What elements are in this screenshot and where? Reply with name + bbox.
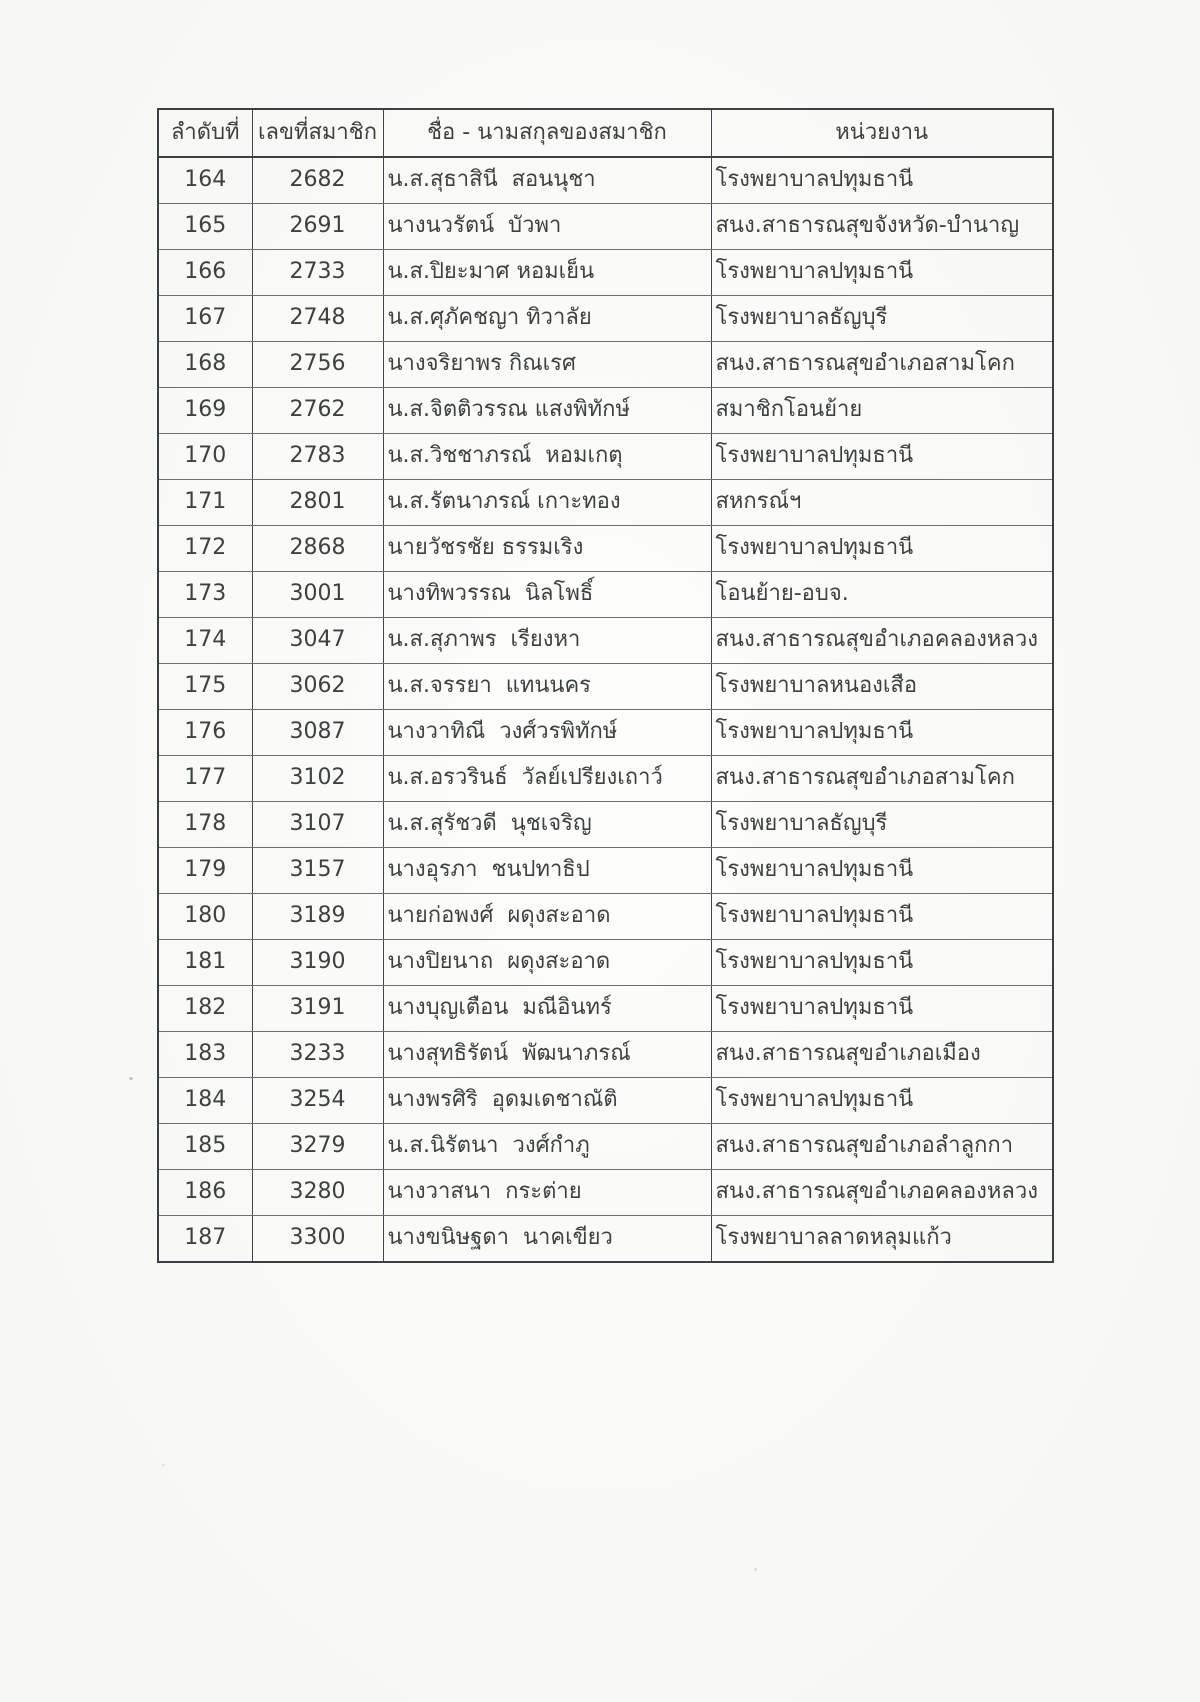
cell-unit: โรงพยาบาลธัญบุรี (711, 802, 1053, 848)
cell-member-number: 3189 (252, 894, 383, 940)
cell-unit: สนง.สาธารณสุขอำเภอคลองหลวง (711, 1170, 1053, 1216)
table-row (158, 434, 1053, 480)
member-list-table (157, 108, 1054, 1263)
table-row (158, 802, 1053, 848)
cell-member-name: นางปิยนาถ ผดุงสะอาด (383, 940, 711, 986)
cell-member-name: นางวาสนา กระต่าย (383, 1170, 711, 1216)
table-row (158, 250, 1053, 296)
cell-member-number: 3279 (252, 1124, 383, 1170)
cell-member-number: 3191 (252, 986, 383, 1032)
cell-order-number: 187 (158, 1216, 252, 1263)
cell-member-number: 2868 (252, 526, 383, 572)
cell-member-number: 3157 (252, 848, 383, 894)
cell-unit: โรงพยาบาลลาดหลุมแก้ว (711, 1216, 1053, 1263)
cell-member-number: 3107 (252, 802, 383, 848)
cell-unit: โรงพยาบาลธัญบุรี (711, 296, 1053, 342)
cell-unit: โรงพยาบาลปทุมธานี (711, 434, 1053, 480)
cell-member-name: นางสุทธิรัตน์ พัฒนาภรณ์ (383, 1032, 711, 1078)
cell-order-number: 172 (158, 526, 252, 572)
cell-unit: โรงพยาบาลปทุมธานี (711, 848, 1053, 894)
cell-unit: สนง.สาธารณสุขอำเภอสามโคก (711, 756, 1053, 802)
cell-order-number: 185 (158, 1124, 252, 1170)
cell-member-number: 2682 (252, 157, 383, 204)
cell-member-name: น.ส.สุรัชวดี นุชเจริญ (383, 802, 711, 848)
cell-order-number: 171 (158, 480, 252, 526)
header-row (158, 109, 1053, 157)
cell-member-number: 3254 (252, 1078, 383, 1124)
table-row (158, 1124, 1053, 1170)
cell-member-number: 3062 (252, 664, 383, 710)
table-row (158, 204, 1053, 250)
table-row (158, 342, 1053, 388)
cell-member-number: 3233 (252, 1032, 383, 1078)
table-body (158, 157, 1053, 1262)
cell-unit: โรงพยาบาลหนองเสือ (711, 664, 1053, 710)
table-row (158, 157, 1053, 204)
header-unit: หน่วยงาน (711, 109, 1053, 157)
cell-order-number: 183 (158, 1032, 252, 1078)
cell-member-number: 3190 (252, 940, 383, 986)
cell-order-number: 186 (158, 1170, 252, 1216)
cell-member-name: นางขนิษฐดา นาคเขียว (383, 1216, 711, 1263)
cell-order-number: 184 (158, 1078, 252, 1124)
cell-order-number: 182 (158, 986, 252, 1032)
table-row (158, 848, 1053, 894)
cell-member-name: น.ส.อรวรินธ์ วัลย์เปรียงเถาว์ (383, 756, 711, 802)
table-row (158, 296, 1053, 342)
cell-member-number: 2762 (252, 388, 383, 434)
cell-member-name: น.ส.รัตนาภรณ์ เกาะทอง (383, 480, 711, 526)
cell-member-name: น.ส.ปิยะมาศ หอมเย็น (383, 250, 711, 296)
cell-unit: โรงพยาบาลปทุมธานี (711, 1078, 1053, 1124)
cell-order-number: 176 (158, 710, 252, 756)
cell-order-number: 178 (158, 802, 252, 848)
cell-member-number: 3300 (252, 1216, 383, 1263)
table-row (158, 710, 1053, 756)
cell-member-number: 3001 (252, 572, 383, 618)
cell-order-number: 180 (158, 894, 252, 940)
table-row (158, 894, 1053, 940)
header-member-number: เลขที่สมาชิก (252, 109, 383, 157)
cell-member-name: น.ส.สุธาสินี สอนนุชา (383, 157, 711, 204)
table-row (158, 618, 1053, 664)
cell-order-number: 168 (158, 342, 252, 388)
cell-member-name: นางวาทิณี วงศ์วรพิทักษ์ (383, 710, 711, 756)
cell-order-number: 181 (158, 940, 252, 986)
scan-speckle (162, 1464, 165, 1466)
cell-unit: สนง.สาธารณสุขอำเภอสามโคก (711, 342, 1053, 388)
cell-member-number: 2733 (252, 250, 383, 296)
cell-member-name: น.ส.จิตติวรรณ แสงพิทักษ์ (383, 388, 711, 434)
cell-member-name: นางนวรัตน์ บัวพา (383, 204, 711, 250)
cell-member-number: 3087 (252, 710, 383, 756)
table-row (158, 756, 1053, 802)
cell-member-name: น.ส.นิรัตนา วงศ์กำภู (383, 1124, 711, 1170)
cell-unit: สหกรณ์ฯ (711, 480, 1053, 526)
cell-member-number: 3102 (252, 756, 383, 802)
cell-unit: โรงพยาบาลปทุมธานี (711, 940, 1053, 986)
cell-member-name: น.ส.สุภาพร เรียงหา (383, 618, 711, 664)
cell-unit: สมาชิกโอนย้าย (711, 388, 1053, 434)
cell-member-name: น.ส.วิชชาภรณ์ หอมเกตุ (383, 434, 711, 480)
cell-order-number: 177 (158, 756, 252, 802)
cell-member-name: นายก่อพงศ์ ผดุงสะอาด (383, 894, 711, 940)
cell-order-number: 166 (158, 250, 252, 296)
cell-member-number: 2801 (252, 480, 383, 526)
table-row (158, 388, 1053, 434)
cell-member-name: นางทิพวรรณ นิลโพธิ์ (383, 572, 711, 618)
header-member-name: ชื่อ - นามสกุลของสมาชิก (383, 109, 711, 157)
cell-unit: โรงพยาบาลปทุมธานี (711, 250, 1053, 296)
cell-member-name: นางพรศิริ อุดมเดชาณัติ (383, 1078, 711, 1124)
cell-order-number: 174 (158, 618, 252, 664)
cell-unit: โรงพยาบาลปทุมธานี (711, 526, 1053, 572)
cell-unit: สนง.สาธารณสุขอำเภอคลองหลวง (711, 618, 1053, 664)
cell-member-number: 2756 (252, 342, 383, 388)
cell-member-number: 3280 (252, 1170, 383, 1216)
cell-member-number: 2783 (252, 434, 383, 480)
cell-unit: สนง.สาธารณสุขจังหวัด-บำนาญ (711, 204, 1053, 250)
cell-member-name: น.ส.จรรยา แทนนคร (383, 664, 711, 710)
cell-member-name: นางจริยาพร กิณเรศ (383, 342, 711, 388)
cell-member-name: นายวัชรชัย ธรรมเริง (383, 526, 711, 572)
table-row (158, 480, 1053, 526)
cell-unit: สนง.สาธารณสุขอำเภอลำลูกกา (711, 1124, 1053, 1170)
cell-member-number: 3047 (252, 618, 383, 664)
scan-speckle (754, 1568, 757, 1571)
table-row (158, 1032, 1053, 1078)
cell-unit: โรงพยาบาลปทุมธานี (711, 710, 1053, 756)
cell-order-number: 173 (158, 572, 252, 618)
cell-member-name: นางอุรภา ชนปทาธิป (383, 848, 711, 894)
table-row (158, 1170, 1053, 1216)
cell-order-number: 175 (158, 664, 252, 710)
cell-order-number: 169 (158, 388, 252, 434)
table-row (158, 986, 1053, 1032)
cell-member-number: 2748 (252, 296, 383, 342)
scan-speckle (129, 1077, 133, 1080)
table-row (158, 526, 1053, 572)
cell-member-number: 2691 (252, 204, 383, 250)
cell-unit: โรงพยาบาลปทุมธานี (711, 986, 1053, 1032)
table-row (158, 1078, 1053, 1124)
table-row (158, 664, 1053, 710)
cell-member-name: น.ส.ศุภัคชญา ทิวาลัย (383, 296, 711, 342)
cell-order-number: 165 (158, 204, 252, 250)
cell-unit: สนง.สาธารณสุขอำเภอเมือง (711, 1032, 1053, 1078)
table-row (158, 572, 1053, 618)
cell-unit: โรงพยาบาลปทุมธานี (711, 894, 1053, 940)
table-row (158, 940, 1053, 986)
cell-member-name: นางบุญเตือน มณีอินทร์ (383, 986, 711, 1032)
table-header (158, 109, 1053, 157)
cell-order-number: 164 (158, 157, 252, 204)
cell-order-number: 170 (158, 434, 252, 480)
header-order-number: ลำดับที่ (158, 109, 252, 157)
cell-unit: โอนย้าย-อบจ. (711, 572, 1053, 618)
cell-order-number: 179 (158, 848, 252, 894)
table-row (158, 1216, 1053, 1263)
cell-order-number: 167 (158, 296, 252, 342)
cell-unit: โรงพยาบาลปทุมธานี (711, 157, 1053, 204)
